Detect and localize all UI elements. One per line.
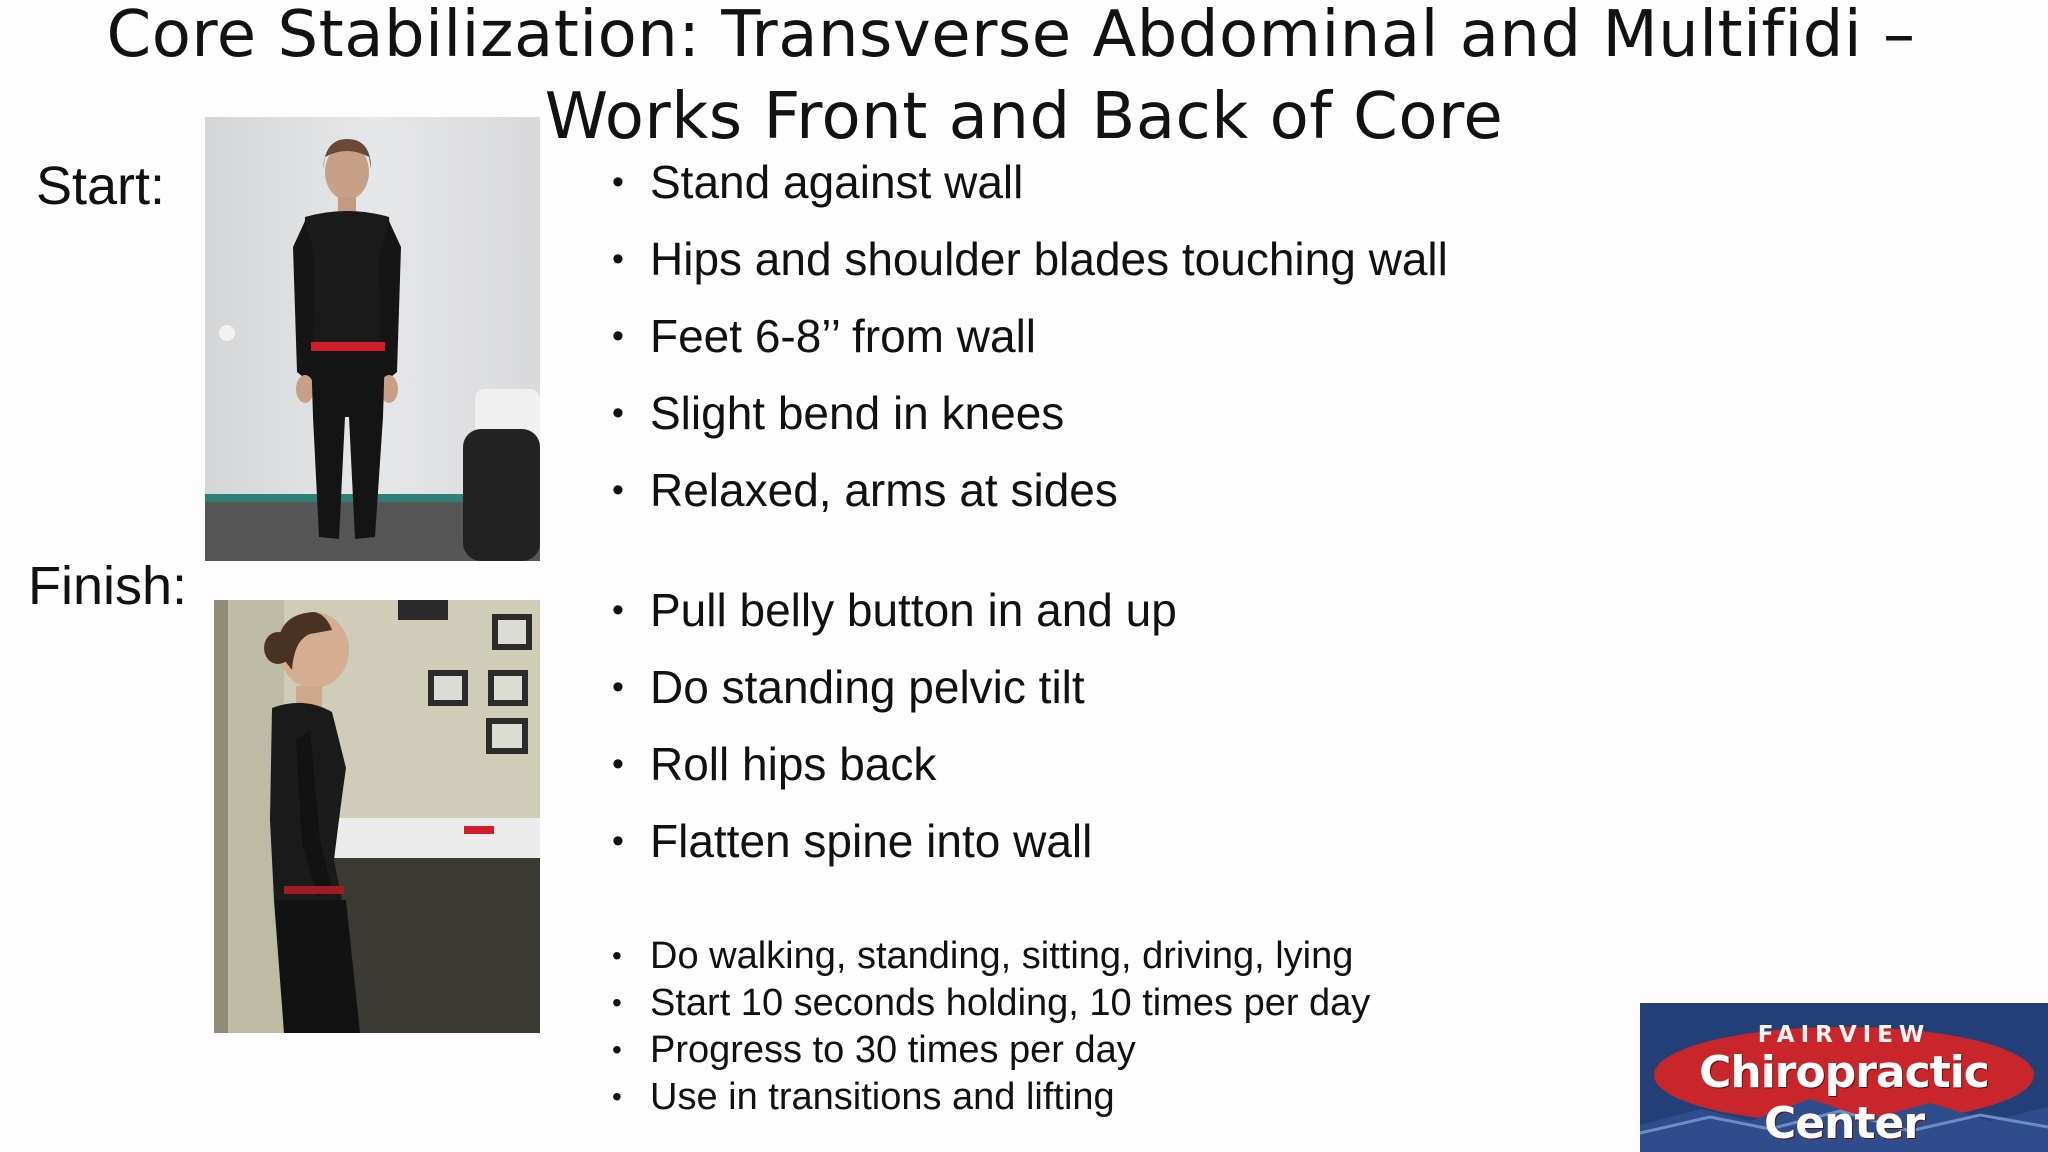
start-position-photo	[205, 117, 540, 561]
slide-title-line-1: Core Stabilization: Transverse Abdominal and Multifidi –	[106, 0, 1916, 72]
list-item: • Hips and shoulder blades touching wall	[612, 231, 1448, 287]
finish-label: Finish:	[28, 556, 188, 616]
list-item: • Feet 6-8’’ from wall	[612, 308, 1448, 364]
notes-list	[612, 933, 1370, 1121]
logo-line-2: Chiropractic Center	[1699, 1047, 1989, 1149]
finish-position-photo	[214, 600, 540, 1033]
list-item: • Start 10 seconds holding, 10 times per day	[612, 980, 1370, 1026]
list-item: • Use in transitions and lifting	[612, 1074, 1370, 1120]
fairview-chiropractic-logo	[1640, 1003, 2048, 1152]
list-item: • Relaxed, arms at sides	[612, 462, 1448, 518]
list-item: • Slight bend in knees	[612, 385, 1448, 441]
list-item: • Do standing pelvic tilt	[612, 659, 1177, 715]
list-item: • Pull belly button in and up	[612, 582, 1177, 638]
slide-title-line-2: Works Front and Back of Core	[544, 80, 1504, 154]
start-label: Start:	[36, 156, 166, 216]
start-instructions-list	[612, 154, 1448, 539]
list-item: • Do walking, standing, sitting, driving, lying	[612, 933, 1370, 979]
list-item: • Roll hips back	[612, 736, 1177, 792]
list-item: • Stand against wall	[612, 154, 1448, 210]
list-item: • Flatten spine into wall	[612, 813, 1177, 869]
list-item: • Progress to 30 times per day	[612, 1027, 1370, 1073]
logo-line-1: FAIRVIEW	[1757, 1022, 1931, 1048]
finish-instructions-list	[612, 582, 1177, 890]
